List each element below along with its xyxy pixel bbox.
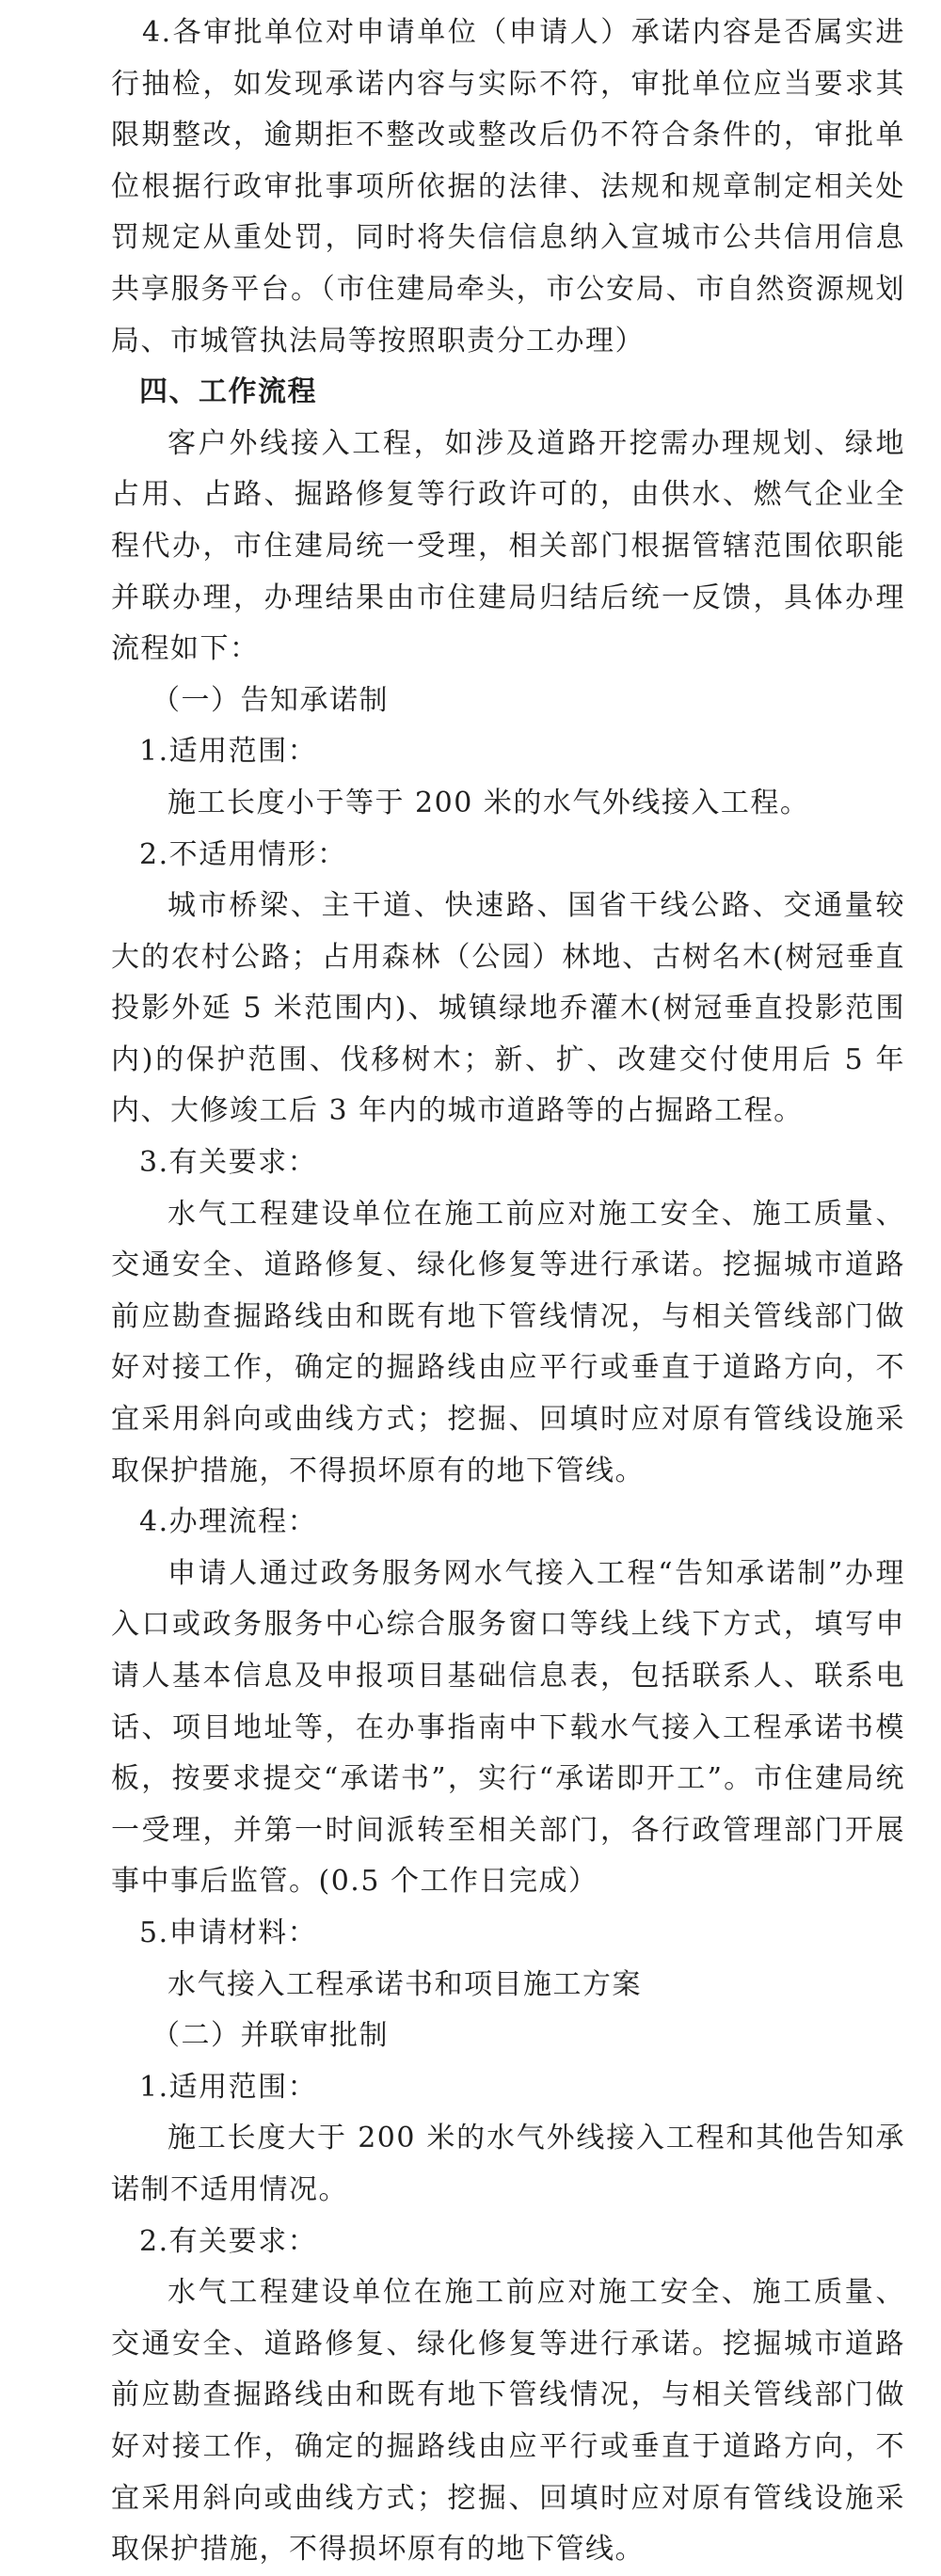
part1-requirements-label: 3.有关要求： — [139, 1146, 318, 1180]
part2-scope-label: 1.适用范围： — [139, 2070, 318, 2104]
part1-scope-label: 1.适用范围： — [139, 735, 318, 769]
part1-process-text: 申请人通过政务服务网水气接入工程“告知承诺制”办理入口或政务服务中心综合服务窗口等线上线下方式，填写申请人基本信息及申报项目基础信息表，包括联系人、联系电话、项目地址等，在办事指南中下载水气接入工程承诺书模板，按要求提交“承诺书”，实行“承诺即开工”。市住建局统一受理，并第一时间派转至相关部门，各行政管理部门开展事中事后监管。(0.5 个工作日完成） — [111, 1556, 905, 1899]
part1-heading: （一）告知承诺制 — [152, 683, 389, 717]
part1-requirements-text: 水气工程建设单位在施工前应对施工安全、施工质量、交通安全、道路修复、绿化修复等进行承诺。挖掘城市道路前应勘查掘路线由和既有地下管线情况，与相关管线部门做好对接工作，确定的掘路线由应平行或垂直于道路方向，不宜采用斜向或曲线方式；挖掘、回填时应对原有管线设施采取保护措施，不得损坏原有的地下管线。 — [111, 1197, 905, 1487]
intro-paragraph: 4.各审批单位对申请单位（申请人）承诺内容是否属实进行抽检，如发现承诺内容与实际不符，审批单位应当要求其限期整改，逾期拒不整改或整改后仍不符合条件的，审批单位根据行政审批事项所依据的法律、法规和规章制定相关处罚规定从重处罚，同时将失信信息纳入宣城市公共信用信息共享服务平台。（市住建局牵头，市公安局、市自然资源规划局、市城管执法局等按照职责分工办理） — [111, 16, 905, 358]
part1-process-label: 4.办理流程： — [139, 1505, 318, 1539]
part1-materials-label: 5.申请材料： — [139, 1916, 318, 1949]
part2-scope-text: 施工长度大于 200 米的水气外线接入工程和其他告知承诺制不适用情况。 — [111, 2122, 905, 2206]
part2-requirements-label: 2.有关要求： — [139, 2224, 318, 2258]
part2-requirements-text: 水气工程建设单位在施工前应对施工安全、施工质量、交通安全、道路修复、绿化修复等进行承诺。挖掘城市道路前应勘查掘路线由和既有地下管线情况，与相关管线部门做好对接工作，确定的掘路线由应平行或垂直于道路方向，不宜采用斜向或曲线方式；挖掘、回填时应对原有管线设施采取保护措施，不得损坏原有的地下管线。 — [111, 2276, 905, 2567]
section-intro-paragraph: 客户外线接入工程，如涉及道路开挖需办理规划、绿地占用、占路、掘路修复等行政许可的，由供水、燃气企业全程代办，市住建局统一受理，相关部门根据管辖范围依职能并联办理，办理结果由市住建局归结后统一反馈，具体办理流程如下： — [111, 426, 905, 666]
part1-materials-text: 水气接入工程承诺书和项目施工方案 — [167, 1967, 642, 2001]
part1-exclusion-text: 城市桥梁、主干道、快速路、国省干线公路、交通量较大的农村公路；占用森林（公园）林地、古树名木(树冠垂直投影外延 5 米范围内)、城镇绿地乔灌木(树冠垂直投影范围内)的保护范围、伐移树木；新、扩、改建交付使用后 5 年内、大修竣工后 3 年内的城市道路等的占掘路工程。 — [111, 889, 905, 1128]
part2-heading: （二）并联审批制 — [152, 2019, 389, 2053]
part1-exclusion-label: 2.不适用情形： — [139, 837, 347, 871]
part1-scope-text: 施工长度小于等于 200 米的水气外线接入工程。 — [167, 786, 810, 819]
section-heading-workflow: 四、工作流程 — [139, 375, 317, 409]
